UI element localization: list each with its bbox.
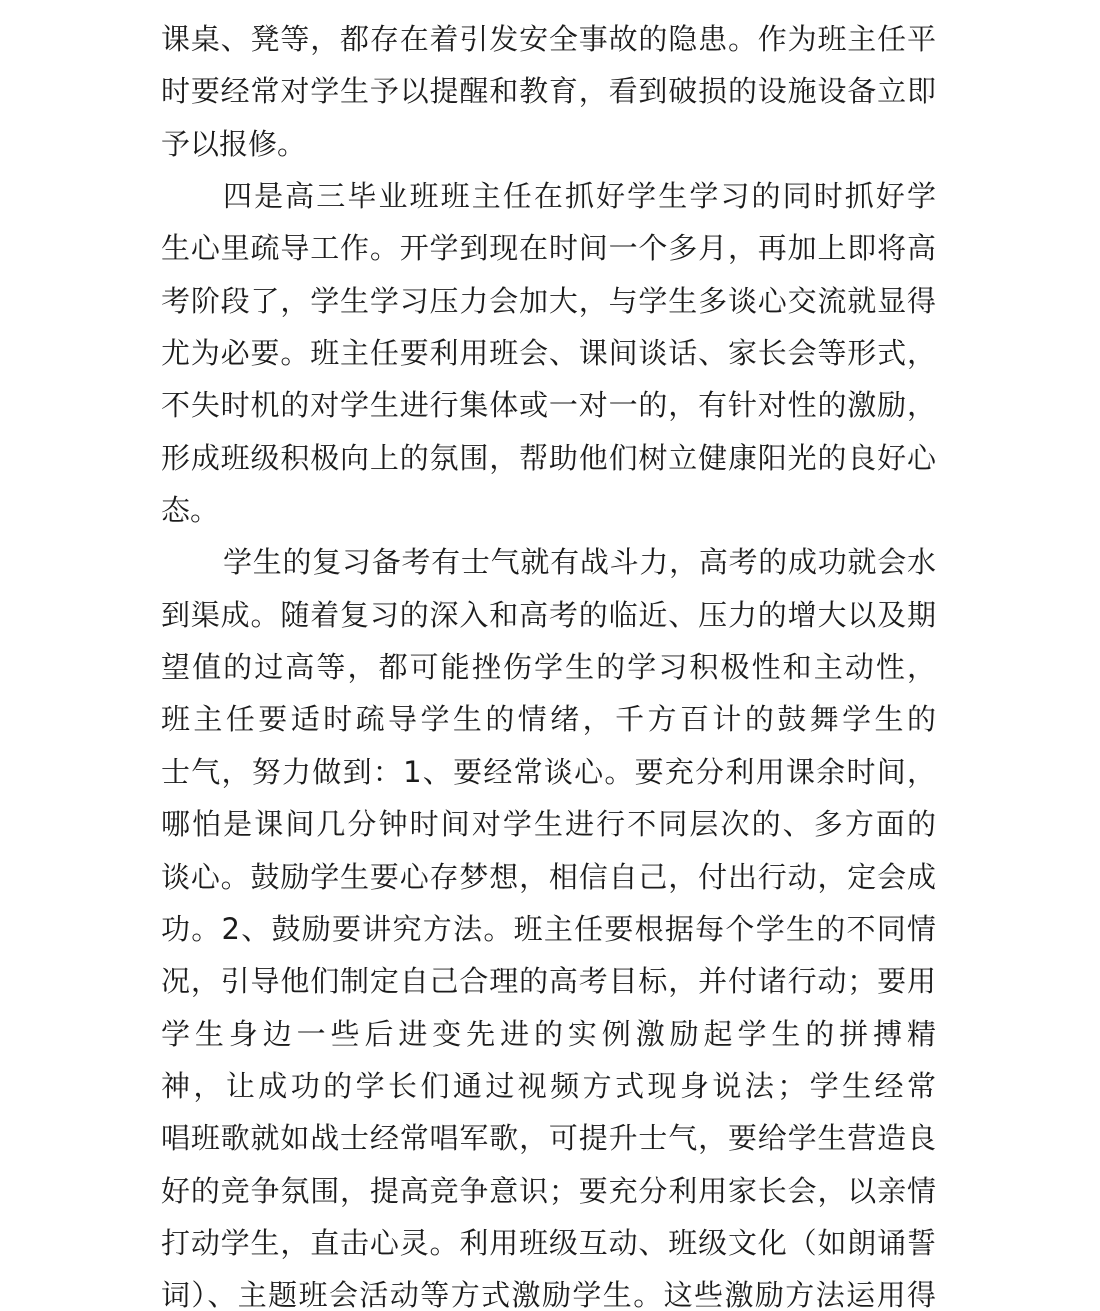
text-line: 唱班歌就如战士经常唱军歌，可提升士气，要给学生营造良 [161, 1121, 936, 1156]
text-line: 士气，努力做到：1、要经常谈心。要充分利用课余时间， [161, 754, 936, 789]
text-line: 予以报修。 [161, 126, 307, 161]
text-line: 况，引导他们制定自己合理的高考目标，并付诸行动；要用 [161, 964, 936, 999]
text-line: 打动学生，直击心灵。利用班级互动、班级文化（如朗诵誓 [161, 1225, 936, 1260]
text-line: 班主任要适时疏导学生的情绪，千方百计的鼓舞学生的 [161, 702, 936, 737]
text-line: 形成班级积极向上的氛围，帮助他们树立健康阳光的良好心 [161, 440, 936, 475]
text-line: 不失时机的对学生进行集体或一对一的，有针对性的激励， [161, 388, 936, 423]
text-line: 考阶段了，学生学习压力会加大，与学生多谈心交流就显得 [161, 283, 936, 318]
text-line: 生心里疏导工作。开学到现在时间一个多月，再加上即将高 [161, 231, 936, 266]
text-line: 哪怕是课间几分钟时间对学生进行不同层次的、多方面的 [161, 807, 936, 842]
text-line: 尤为必要。班主任要利用班会、课间谈话、家长会等形式， [161, 336, 936, 371]
text-line: 态。 [161, 493, 220, 528]
text-line: 功。2、鼓励要讲究方法。班主任要根据每个学生的不同情 [161, 911, 936, 946]
text-line: 望值的过高等，都可能挫伤学生的学习积极性和主动性， [161, 650, 936, 685]
text-block [161, 13, 936, 1311]
text-line: 时要经常对学生予以提醒和教育，看到破损的设施设备立即 [161, 74, 936, 109]
text-line: 词）、主题班会活动等方式激励学生。这些激励方法运用得 [161, 1278, 936, 1311]
text-line: 学生身边一些后进变先进的实例激励起学生的拼搏精 [161, 1016, 936, 1051]
text-line: 课桌、凳等，都存在着引发安全事故的隐患。作为班主任平 [161, 22, 936, 56]
text-line: 谈心。鼓励学生要心存梦想，相信自己，付出行动，定会成 [161, 859, 936, 894]
text-line: 四是高三毕业班班主任在抓好学生学习的同时抓好学 [223, 179, 936, 214]
text-line: 到渠成。随着复习的深入和高考的临近、压力的增大以及期 [161, 597, 936, 632]
text-line: 神，让成功的学长们通过视频方式现身说法；学生经常 [161, 1068, 936, 1103]
text-line: 好的竞争氛围，提高竞争意识；要充分利用家长会，以亲情 [161, 1173, 936, 1208]
text-line: 学生的复习备考有士气就有战斗力，高考的成功就会水 [223, 545, 936, 580]
